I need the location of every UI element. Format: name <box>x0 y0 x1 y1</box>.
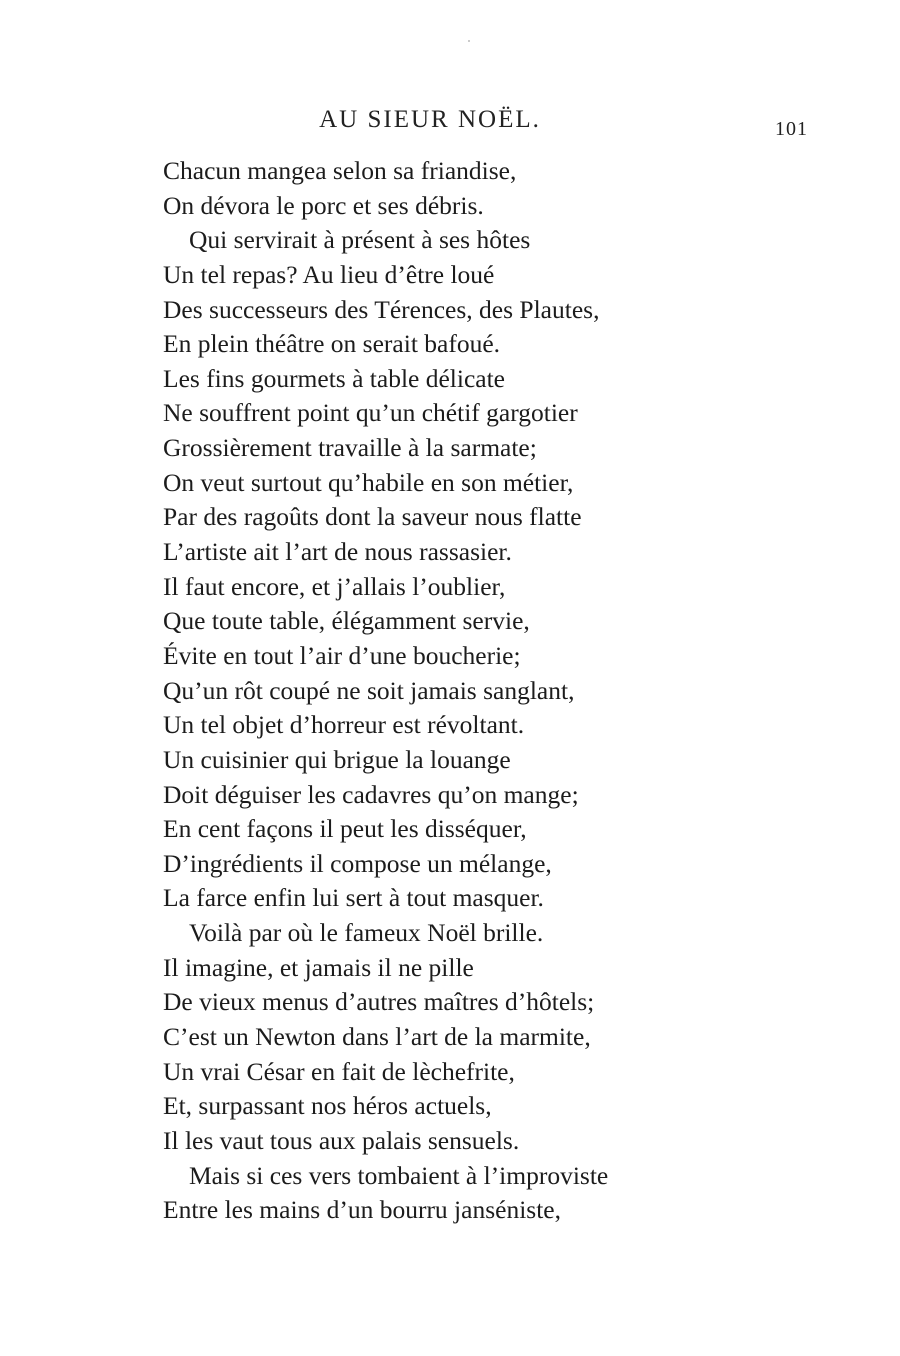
verse-line: D’ingrédients il compose un mélange, <box>163 848 552 878</box>
verse-line: En plein théâtre on serait bafoué. <box>163 329 501 359</box>
verse-line: C’est un Newton dans l’art de la marmite, <box>163 1022 591 1052</box>
verse-line: Évite en tout l’air d’une boucherie; <box>163 640 521 670</box>
verse-line: Un tel repas? Au lieu d’être loué <box>163 259 495 289</box>
verse-line: De vieux menus d’autres maîtres d’hôtels; <box>163 987 595 1017</box>
verse-line: Mais si ces vers tombaient à l’improviste <box>189 1160 609 1190</box>
running-title: AU SIEUR NOËL. <box>319 106 541 133</box>
verse-line: Des successeurs des Térences, des Plautes, <box>163 294 600 324</box>
verse-line: Les fins gourmets à table délicate <box>163 363 505 393</box>
verse-line: Chacun mangea selon sa friandise, <box>163 156 517 185</box>
paper-speck <box>468 40 470 42</box>
verse-line: Un cuisinier qui brigue la louange <box>163 744 511 774</box>
page-number: 101 <box>775 118 808 140</box>
verse-line: Entre les mains d’un bourru janséniste, <box>163 1195 561 1225</box>
verse-line: Un tel objet d’horreur est révoltant. <box>163 710 525 740</box>
verse-line: L’artiste ait l’art de nous rassasier. <box>163 537 512 567</box>
verse-line: Grossièrement travaille à la sarmate; <box>163 433 537 463</box>
verse-line: Doit déguiser les cadavres qu’on mange; <box>163 779 579 809</box>
verse-line: Voilà par où le fameux Noël brille. <box>189 918 544 948</box>
poem-body <box>163 154 783 1228</box>
verse-line: Il imagine, et jamais il ne pille <box>163 952 474 982</box>
verse-line: En cent façons il peut les disséquer, <box>163 814 527 844</box>
verse-line: Il faut encore, et j’allais l’oublier, <box>163 571 506 601</box>
verse-line: On dévora le porc et ses débris. <box>163 190 484 220</box>
verse-line: La farce enfin lui sert à tout masquer. <box>163 883 544 913</box>
verse-line: Il les vaut tous aux palais sensuels. <box>163 1125 520 1155</box>
verse-line: On veut surtout qu’habile en son métier, <box>163 467 574 497</box>
verse-line: Et, surpassant nos héros actuels, <box>163 1091 492 1121</box>
verse-line: Par des ragoûts dont la saveur nous flatte <box>163 502 582 532</box>
verse-line: Qui servirait à présent à ses hôtes <box>189 225 531 255</box>
verse-line: Un vrai César en fait de lèchefrite, <box>163 1056 515 1086</box>
verse-line: Que toute table, élégamment servie, <box>163 606 530 636</box>
verse-line: Qu’un rôt coupé ne soit jamais sanglant, <box>163 675 575 705</box>
verse-line: Ne souffrent point qu’un chétif gargotier <box>163 398 578 428</box>
